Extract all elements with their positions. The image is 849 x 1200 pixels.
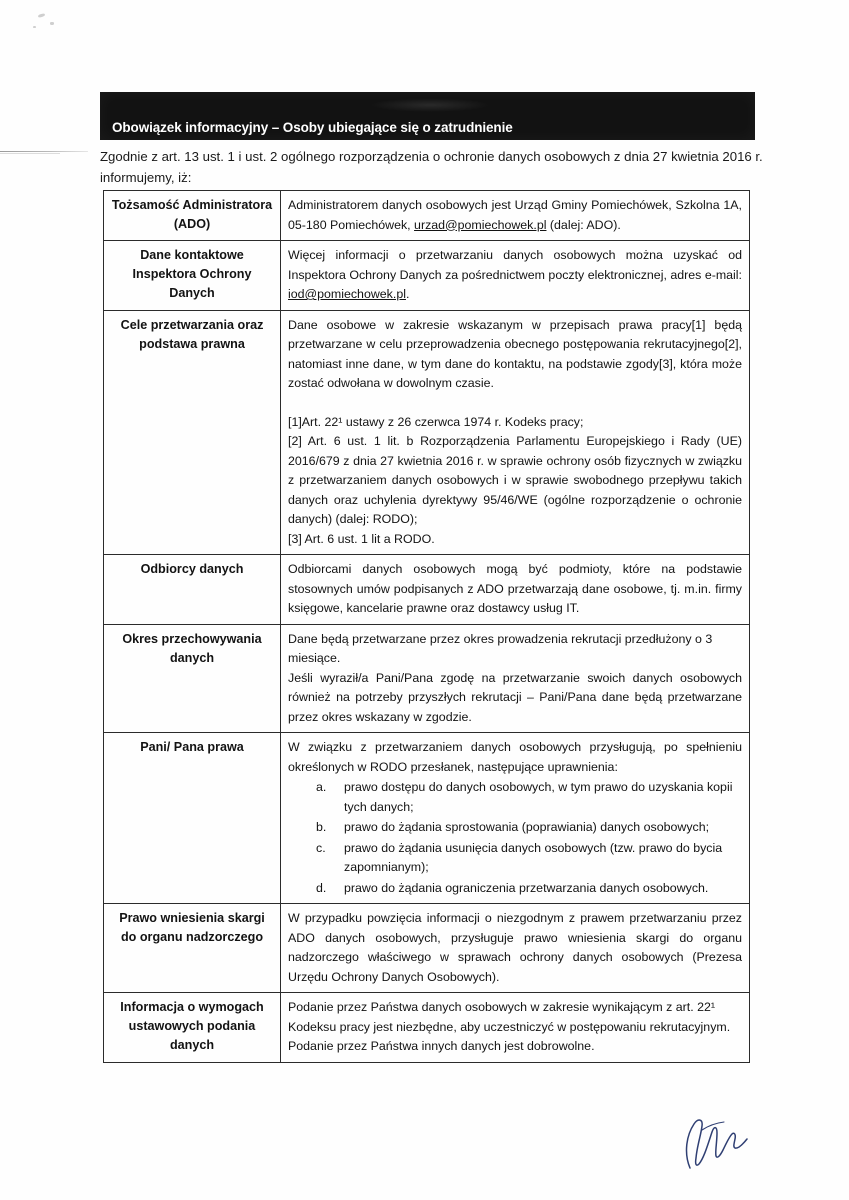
scan-speck-icon bbox=[38, 13, 46, 18]
email-link[interactable]: urzad@pomiechowek.pl bbox=[414, 217, 547, 232]
rights-list bbox=[288, 778, 742, 898]
scan-speck-icon bbox=[50, 22, 54, 25]
row-label: Pani/ Pana prawa bbox=[104, 733, 281, 904]
row-text: Jeśli wyraził/a Pani/Pana zgodę na przetwarzanie swoich danych osobowych również na potrzeby przyszłych rekrutacji – Pani/Pana dane będą przetwarzane przez okres wskazany w zgodzie. bbox=[288, 670, 742, 724]
row-text: W związku z przetwarzaniem danych osobowych przysługują, po spełnieniu określonych w RODO przesłanek, następujące uprawnienia: bbox=[288, 740, 742, 774]
row-label: Okres przechowywania danych bbox=[104, 624, 281, 733]
row-label: Dane kontaktowe Inspektora Ochrony Danych bbox=[104, 241, 281, 311]
table-row bbox=[104, 993, 750, 1063]
row-content bbox=[281, 624, 750, 733]
email-link[interactable]: iod@pomiechowek.pl bbox=[288, 287, 406, 301]
row-label: Tożsamość Administratora (ADO) bbox=[104, 191, 281, 241]
list-item-label: prawo do żądania sprostowania (poprawiania) danych osobowych; bbox=[344, 820, 710, 834]
list-item-label: prawo do żądania ograniczenia przetwarzania danych osobowych. bbox=[344, 880, 709, 895]
row-content bbox=[281, 733, 750, 904]
row-text: Dane będą przetwarzane przez okres prowadzenia rekrutacji przedłużony o 3 miesiące. bbox=[288, 631, 713, 665]
list-item-label: prawo do żądania usunięcia danych osobowych (tzw. prawo do bycia zapomnianym); bbox=[344, 840, 723, 874]
row-content bbox=[281, 993, 750, 1063]
scan-edge-artifact bbox=[0, 151, 88, 152]
list-marker: a. bbox=[316, 780, 327, 794]
list-marker: c. bbox=[316, 840, 326, 855]
footnote-2: [2] Art. 6 ust. 1 lit. b Rozporządzenia Parlamentu Europejskiego i Rady (UE) 2016/679 z dnia 27 kwietnia 2016 r. w sprawie ochrony osób fizycznych w związku z przetwarzaniem danych osobowych i w sprawie swobodnego przepływu takich danych oraz uchylenia dyrektywy 95/46/WE (ogólne rozporządzenie o ochronie danych) (dalej: RODO); bbox=[288, 434, 742, 526]
row-label: Prawo wniesienia skargi do organu nadzorczego bbox=[104, 904, 281, 993]
row-content bbox=[281, 555, 750, 625]
list-item-label: prawo dostępu do danych osobowych, w tym prawo do uzyskania kopii tych danych; bbox=[344, 780, 733, 814]
row-content bbox=[281, 191, 750, 241]
table-row bbox=[104, 733, 750, 904]
list-marker: d. bbox=[316, 880, 327, 895]
list-item bbox=[288, 879, 742, 899]
scan-edge-artifact bbox=[0, 153, 60, 154]
row-text: Dane osobowe w zakresie wskazanym w przepisach prawa pracy[1] będą przetwarzane w celu przeprowadzenia obecnego postępowania rekrutacyjnego[2], natomiast inne dane, w tym dane do kontaktu, na podstawie zgody[3], która może zostać odwołana w dowolnym czasie. bbox=[288, 317, 742, 390]
scan-smudge-artifact bbox=[370, 98, 490, 112]
intro-paragraph: Zgodnie z art. 13 ust. 1 i ust. 2 ogólnego rozporządzenia o ochronie danych osobowych z dnia 27 kwietnia 2016 r. informujemy, iż: bbox=[100, 149, 763, 185]
row-content bbox=[281, 904, 750, 993]
table-row bbox=[104, 555, 750, 625]
table-row bbox=[104, 191, 750, 241]
row-text: Podanie przez Państwa danych osobowych w zakresie wynikającym z art. 22¹ Kodeksu pracy jest niezbędne, aby uczestniczyć w postępowaniu rekrutacyjnym. Podanie przez Państwa innych danych jest dobrowolne. bbox=[288, 1000, 731, 1053]
list-marker: b. bbox=[316, 820, 327, 834]
paragraph-spacer bbox=[288, 394, 742, 413]
table-row bbox=[104, 241, 750, 311]
row-label: Cele przetwarzania oraz podstawa prawna bbox=[104, 310, 281, 555]
footnote-1: [1]Art. 22¹ ustawy z 26 czerwca 1974 r. Kodeks pracy; bbox=[288, 414, 584, 429]
row-text: Administratorem danych osobowych jest Urząd Gminy Pomiechówek, Szkolna 1A, 05-180 Pomiechówek, urzad@pomiechowek.pl (dalej: ADO). bbox=[288, 198, 742, 232]
information-obligation-table bbox=[103, 190, 750, 1063]
row-text: Odbiorcami danych osobowych mogą być podmioty, które na podstawie stosownych umów podpisanych z ADO przetwarzają dane osobowe, tj. m.in. firmy księgowe, kancelarie prawne oraz dostawcy usług IT. bbox=[288, 562, 742, 615]
list-item bbox=[288, 778, 742, 817]
document-title-bar bbox=[100, 92, 755, 140]
handwritten-signature bbox=[672, 1106, 782, 1178]
document-title: Obowiązek informacyjny – Osoby ubiegające się o zatrudnienie bbox=[112, 120, 513, 135]
row-text: Więcej informacji o przetwarzaniu danych osobowych można uzyskać od Inspektora Ochrony Danych za pośrednictwem poczty elektronicznej, adres e-mail: iod@pomiechowek.pl. bbox=[288, 248, 742, 301]
list-item bbox=[288, 818, 742, 838]
row-text: W przypadku powzięcia informacji o niezgodnym z prawem przetwarzaniu przez ADO danych osobowych, przysługuje prawo wniesienia skargi do organu nadzorczego właściwego w sprawach ochrony danych osobowych (Prezesa Urzędu Ochrony Danych Osobowych). bbox=[288, 911, 742, 984]
row-label: Informacja o wymogach ustawowych podania danych bbox=[104, 993, 281, 1063]
row-content bbox=[281, 310, 750, 555]
table-row bbox=[104, 310, 750, 555]
footnote-3: [3] Art. 6 ust. 1 lit a RODO. bbox=[288, 531, 435, 546]
table-row bbox=[104, 904, 750, 993]
table-row bbox=[104, 624, 750, 733]
row-content bbox=[281, 241, 750, 311]
row-label: Odbiorcy danych bbox=[104, 555, 281, 625]
list-item bbox=[288, 839, 742, 878]
scan-speck-icon bbox=[33, 26, 36, 28]
